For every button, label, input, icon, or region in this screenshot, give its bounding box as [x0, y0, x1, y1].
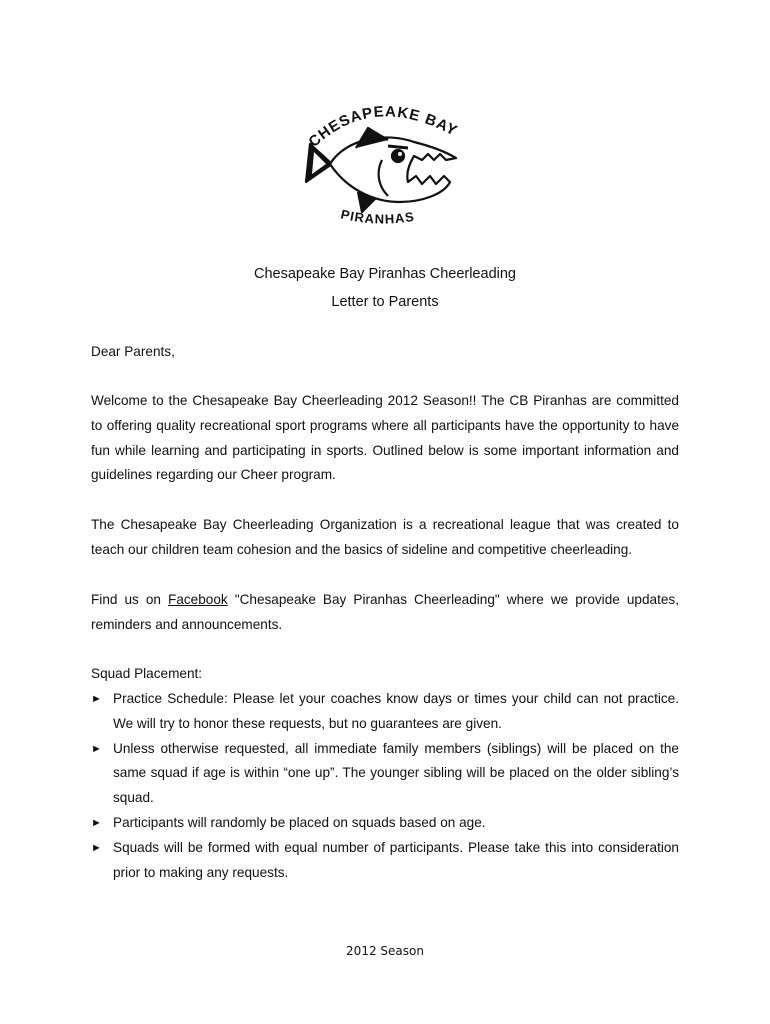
letter-title: Chesapeake Bay Piranhas Cheerleading	[254, 266, 516, 282]
list-item-text: Unless otherwise requested, all immediate family members (siblings) will be placed on the same squad if age is within “one up”. The younger sibling will be placed on the older sibling’s squad.	[113, 740, 679, 806]
facebook-link[interactable]: Facebook	[168, 592, 228, 607]
list-item	[91, 687, 679, 737]
organization-paragraph: The Chesapeake Bay Cheerleading Organization is a recreational league that was created to teach our children team cohesion and the basics of sideline and competitive cheerleading.	[91, 517, 679, 557]
facebook-paragraph	[91, 588, 679, 638]
chesapeake-bay-piranhas-logo	[296, 96, 472, 238]
squad-placement-list	[91, 687, 679, 885]
bullet-arrow-icon: ►	[91, 841, 102, 854]
list-item	[91, 811, 679, 836]
welcome-paragraph: Welcome to the Chesapeake Bay Cheerleading 2012 Season!! The CB Piranhas are committed to offering quality recreational sport programs where all participants have the opportunity to have fun while learning and participating in sports. Outlined below is some important information and guidelines regarding our Cheer program.	[91, 393, 679, 483]
list-item	[91, 737, 679, 811]
squad-placement-heading: Squad Placement:	[91, 666, 203, 681]
bullet-arrow-icon: ►	[91, 742, 102, 755]
list-item-text: Squads will be formed with equal number of participants. Please take this into consideration prior to making any requests.	[113, 839, 679, 880]
facebook-prefix: Find us on	[91, 592, 169, 607]
logo-bottom-text: PIRANHAS	[339, 206, 416, 227]
bullet-arrow-icon: ►	[91, 693, 102, 705]
bullet-arrow-icon: ►	[91, 816, 102, 829]
facebook-suffix: "Chesapeake Bay Piranhas Cheerleading" where we provide updates, reminders and announcements.	[91, 592, 679, 632]
list-item-text: Practice Schedule: Please let your coaches know days or times your child can not practice. We will try to honor these requests, but no guarantees are given.	[113, 691, 679, 731]
list-item	[91, 836, 679, 886]
logo-top-text: CHESAPEAKE BAY	[305, 103, 461, 151]
page-footer: 2012 Season	[346, 944, 424, 958]
list-item-text: Participants will randomly be placed on squads based on age.	[113, 814, 486, 830]
letter-subtitle: Letter to Parents	[331, 294, 439, 310]
greeting: Dear Parents,	[91, 344, 175, 359]
